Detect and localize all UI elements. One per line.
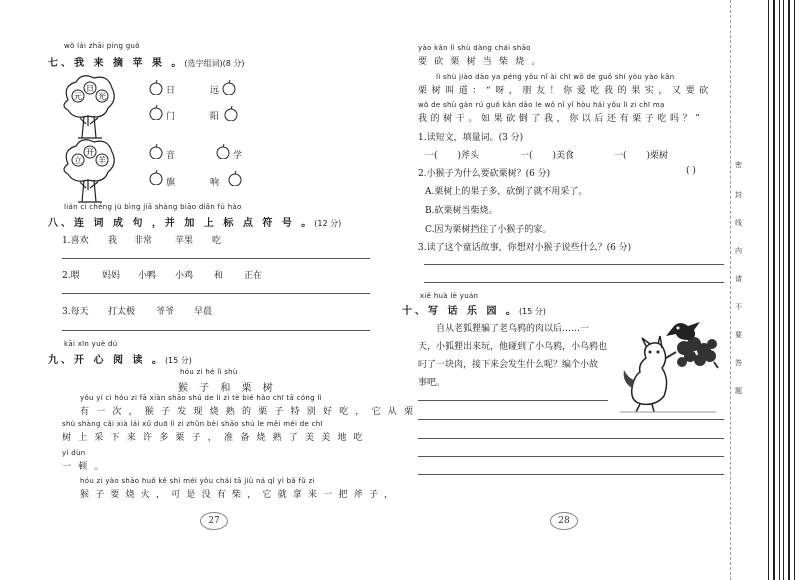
story-line-pinyin: yào kǎn lì shù dàng chái shāo <box>418 44 531 52</box>
q1-blank-1[interactable]: 一( )斧头 <box>425 151 480 161</box>
q1-text: 1.读短文，填量词。(3 分) <box>418 133 524 143</box>
apple-icon[interactable] <box>214 144 232 159</box>
apple-icon[interactable] <box>147 80 165 95</box>
story-line-pinyin: lì shù jiào dào ya péng yǒu nǐ ài chī wǒ de guǒ shí yòu yào kǎn <box>436 73 675 81</box>
answer-line[interactable] <box>62 258 370 259</box>
q10-title: 十、写 话 乐 园 。(15 分) <box>402 306 546 317</box>
q8-word: 妈妈 <box>102 271 121 281</box>
page-number: 27 <box>200 512 228 530</box>
binding-char: 封 <box>735 191 742 199</box>
story-line: 一顿。 <box>62 462 111 472</box>
q10-pinyin: xiě huà lè yuán <box>420 292 479 300</box>
apple-word: 学 <box>233 151 243 161</box>
story-line-pinyin: shù shàng cǎi xià lái xǔ duō lì zi zhǔn bèi shāo shú le měi měi de chī <box>62 420 323 428</box>
binding-stripes <box>760 0 800 580</box>
story-title: 猴 子 和 栗 树 <box>178 383 277 394</box>
story-line-pinyin: yí dùn <box>62 449 86 457</box>
answer-line[interactable] <box>418 474 724 475</box>
binding-char: 答 <box>735 359 742 367</box>
apple-word: 响 <box>210 178 220 188</box>
story-line-pinyin: yǒu yí cì hóu zi fā xiàn shāo shú de lì zi tè bié hǎo chī tā cóng lì <box>80 394 322 402</box>
q2-text: 2.小猴子为什么要砍栗树？(6 分) <box>418 169 551 179</box>
q10-line: 天，小狐狸出来玩，他碰到了小乌鸦，小乌鸦也 <box>418 342 608 352</box>
apple-tree-icon <box>58 136 118 206</box>
binding-char: 不 <box>735 303 742 311</box>
binding-char: 内 <box>735 247 742 255</box>
apple-icon[interactable] <box>147 105 165 120</box>
q8-word: 苹果 <box>175 236 194 246</box>
tree-char: 光 <box>98 92 106 101</box>
apple-icon[interactable] <box>222 106 240 121</box>
fox-crow-illustration <box>616 318 720 414</box>
story-line: 有一次，猴子发现烧熟的栗子特别好吃，它从栗 <box>80 407 421 417</box>
q8-word: 小鸡 <box>175 271 194 281</box>
q10-line: 叼了一块肉，接下来会发生什么呢？编个小故 <box>418 360 599 370</box>
q8-word: 小鸭 <box>138 271 157 281</box>
apple-icon[interactable] <box>220 80 238 95</box>
q9-title: 九、开 心 阅 读 。(15 分) <box>48 355 192 366</box>
answer-line[interactable] <box>424 282 724 283</box>
q2-option-c[interactable]: C.因为栗树挡住了小猴子的家。 <box>425 225 552 235</box>
apple-word: 远 <box>210 86 220 96</box>
q8-word: 打太极 <box>108 307 136 317</box>
tree-char: 羊 <box>98 156 106 165</box>
binding-char: 密 <box>735 161 742 169</box>
q2-option-b[interactable]: B.砍栗树当柴烧。 <box>425 206 498 216</box>
answer-line[interactable] <box>62 293 370 294</box>
q8-item-1: 1.喜欢 <box>62 236 89 246</box>
answer-line[interactable] <box>418 438 724 439</box>
answer-line[interactable] <box>424 264 724 265</box>
story-line-pinyin: hóu zi yào shāo huǒ kě shì méi yǒu chái tā jiù ná qǐ yì bǎ fǔ zi <box>80 477 315 485</box>
apple-word: 日 <box>166 86 176 96</box>
q10-line: 事吧。 <box>418 378 446 388</box>
q3-text: 3.读了这个童话故事，你想对小猴子说些什么？(6 分) <box>418 243 632 253</box>
q8-word: 早晨 <box>194 307 213 317</box>
tree-char: 日 <box>86 84 94 93</box>
q10-line: 自从老狐狸骗了老乌鸦的肉以后……一 <box>436 324 590 334</box>
q8-word: 爷爷 <box>156 307 175 317</box>
story-line: 树上采下来许多栗子，准备烧熟了美美地吃 <box>62 433 370 443</box>
answer-line[interactable] <box>418 400 608 401</box>
q8-word: 正在 <box>244 271 263 281</box>
q2-option-a[interactable]: A.栗树上的果子多，砍倒了就不用采了。 <box>425 187 588 197</box>
apple-word: 门 <box>166 112 176 122</box>
q9-pinyin: kāi xīn yuè dú <box>64 340 118 348</box>
cut-line <box>730 0 731 580</box>
story-line-pinyin: wǒ de shù gàn rú guǒ kǎn dǎo le wǒ nǐ yǐ hòu hái yǒu lì zi chī ma <box>418 101 665 109</box>
story-line: 栗树叫道：“呀，朋友！你爱吃我的果实，又要砍 <box>418 86 713 96</box>
q7-title: 七、我 来 摘 苹 果 。(选字组词)(8 分) <box>48 58 245 69</box>
q7-pinyin: wǒ lái zhāi píng guǒ <box>64 42 140 50</box>
q8-item-3: 3.每天 <box>62 307 89 317</box>
apple-word: 阳 <box>210 112 220 122</box>
tree-char: 开 <box>86 148 94 157</box>
answer-line[interactable] <box>418 419 724 420</box>
binding-char: 请 <box>735 275 742 283</box>
story-line: 要砍栗树当柴烧。 <box>418 57 548 67</box>
apple-icon[interactable] <box>147 170 165 185</box>
q2-answer-box[interactable]: ( ) <box>686 166 696 176</box>
q8-word: 和 <box>214 271 224 281</box>
story-title-pinyin: hóu zi hé lì shù <box>180 368 238 376</box>
apple-icon[interactable] <box>226 171 244 186</box>
story-line: 猴子要烧火，可是没有柴，它就拿来一把斧子， <box>80 490 400 500</box>
binding-char: 线 <box>735 219 742 227</box>
page-number: 28 <box>550 512 578 530</box>
q8-item-2: 2.喂 <box>62 271 80 281</box>
apple-icon[interactable] <box>147 144 165 159</box>
q1-blank-2[interactable]: 一( )美食 <box>520 151 575 161</box>
tree-char: 元 <box>74 92 82 101</box>
binding-char: 要 <box>735 331 742 339</box>
apple-word: 音 <box>166 151 176 161</box>
q8-pinyin: lián cí chéng jù bìng jiā shàng biāo diǎn fú hào <box>64 203 242 211</box>
apple-word: 旗 <box>166 178 176 188</box>
q8-word: 吃 <box>212 236 222 246</box>
answer-line[interactable] <box>418 456 724 457</box>
apple-tree-icon <box>58 72 118 142</box>
answer-line[interactable] <box>62 330 370 331</box>
q1-blank-3[interactable]: 一( )栗树 <box>614 151 669 161</box>
story-line: 我的树干。如果砍倒了我，你以后还有栗子吃吗？” <box>418 114 704 124</box>
q8-word: 非常 <box>134 236 153 246</box>
binding-char: 题 <box>735 387 742 395</box>
tree-char: 立 <box>74 156 82 165</box>
q8-title: 八、连 词 成 句 ，并 加 上 标 点 符 号 。(12 分) <box>48 218 342 229</box>
q8-word: 我 <box>108 236 118 246</box>
